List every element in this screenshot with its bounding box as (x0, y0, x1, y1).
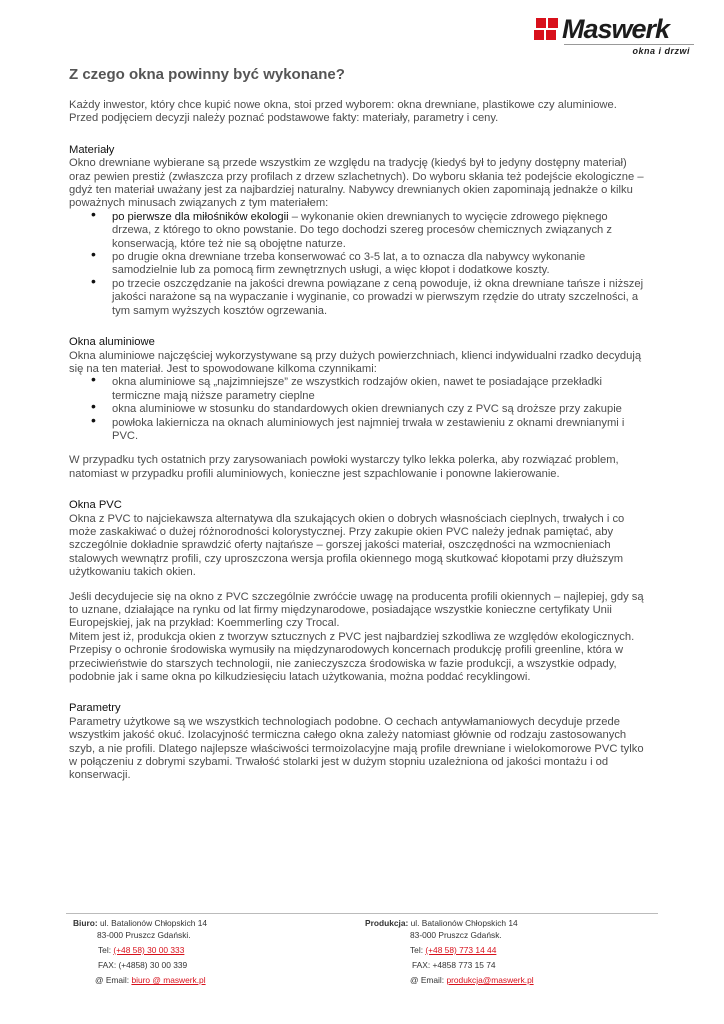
pvc-heading: Okna PVC (69, 499, 122, 512)
list-item: • okna aluminiowe w stosunku do standardowych okien drewnianych czy z PVC są droższe przy zakupie (91, 398, 622, 416)
aluminium-note: W przypadku tych ostatnich przy zarysowaniach powłoki wystarczy tylko lekka polerka, aby rozwiązać problem, natomiast w przypadku profili aluminiowych, konieczne jest szpachlowanie i ponowne lakierowanie. (69, 454, 619, 480)
footer-office (73, 916, 207, 988)
office-tel-label: Tel: (98, 945, 112, 955)
list-item-text: po trzecie oszczędzanie na jakości drewna powiązane z ceną powoduje, iż okna drewniane tańsze i niższej jakości narażone są na wypaczanie i wyginanie, co prowadzi w pierwszym rzędzie do utraty szczelności, a tym samym wyższych kosztów ogrzewania. (112, 277, 644, 317)
list-item-text: okna aluminiowe w stosunku do standardowych okien drewnianych czy z PVC są droższe przy zakupie (112, 403, 622, 416)
parameters-paragraph: Parametry użytkowe są we wszystkich technologiach podobne. O cechach antywłamaniowych decyduje przede wszystkim jakość okuć. Izolacyjność termiczna całego okna zależy natomiast głównie od rodzaju zastosowanych szyb, a nie profili. Dlatego najlepsze właściwości termoizolacyjne mają profile drewniane i wielokomorowe PVC tylko w połączeniu z dobrymi szybami. Trwałość stolarki jest w dużym stopniu uzależniona od jakości montażu i od konserwacji. (69, 715, 644, 782)
production-city: 83-000 Pruszcz Gdańsk. (410, 930, 502, 940)
office-label: Biuro: (73, 918, 98, 928)
footer-divider (66, 913, 658, 914)
pvc-paragraph-3: Mitem jest iż, produkcja okien z tworzyw sztucznych z PVC jest najbardziej szkodliwa ze względów ekologicznych. Przepisy o ochronie środowiska wymusiły na międzynarodowych koncernach produkcję profili greenline, która w przeciwieństwie do starszych technologii, nie zanieczyszcza środowiska w fazie produkcji, a wszystkie odpady, podobnie jak i same okna po kilkudziesięciu latach użytkowania, można poddać recyklingowi. (69, 630, 635, 684)
pvc-paragraph-2: Jeśli decydujecie się na okno z PVC szczególnie zwróćcie uwagę na producenta profili okiennych – najlepiej, gdy są to uznane, działające na rynku od lat firmy międzynarodowe, posiadające wszystkie konieczne certyfikaty Unii Europejskiej, jak na przykład: Koemmerling czy Trocal. (69, 590, 644, 630)
list-item: • okna aluminiowe są „najzimniejsze” ze wszystkich rodzajów okien, nawet te posiadające przekładki termiczne mają niższe parametry cieplne (91, 371, 602, 402)
list-item: • po pierwsze dla miłośników ekologii – wykonanie okien drewnianych to wycięcie zdrowego pięknego drzewa, z którego to okno powstanie. Do tego dochodzi szereg procesów chemicznych związanych z konserwacją, które też nie są obojętne naturze. (91, 205, 612, 250)
production-label: Produkcja: (365, 918, 409, 928)
office-fax: FAX: (+4858) 30 00 339 (98, 960, 188, 970)
page-title: Z czego okna powinny być wykonane? (69, 66, 345, 83)
list-item-text: – wykonanie okien drewnianych to wycięcie zdrowego pięknego drzewa, z którego to okno powstanie. Do tego dochodzi szereg procesów chemicznych związanych z konserwacją, które też nie są obojętne naturze. (112, 210, 612, 250)
production-phone-link[interactable]: (+48 58) 773 14 44 (425, 945, 497, 955)
list-item: • po drugie okna drewniane trzeba konserwować co 3-5 lat, a to oznacza dla nabywcy wykonanie samodzielnie lub za pomocą firm zewnętrznych usługi, a więc kłopot i dodatkowe koszty. (91, 246, 586, 277)
parameters-heading: Parametry (69, 702, 121, 715)
aluminium-heading: Okna aluminiowe (69, 336, 155, 349)
logo-tagline: okna i drzwi (632, 46, 690, 56)
materials-paragraph: Okno drewniane wybierane są przede wszystkim ze względu na tradycję (kiedyś był to jedyny dostępny materiał) oraz pewien prestiż (zwłaszcza przy profilach z drzew szlachetnych). Do wyboru skłania też podejście ekologiczne – gdyż ten materiał uważany jest za najbardziej naturalny. Nabywcy drewnianych okien zapominają jednakże o kilku poważnych minusach związanych z tym materiałem: (69, 157, 644, 210)
maswerk-logo (534, 16, 694, 66)
office-email-link[interactable]: biuro @ maswerk.pl (131, 975, 206, 985)
pvc-paragraph-1: Okna z PVC to najciekawsza alternatywa dla szukających okien o dobrych własnościach cieplnych, trwałych i co może zaskakiwać o dużej różnorodności kolorystycznej. Przy zakupie okien PVC należy jednak pamiętać, aby szczególnie dokładnie sprawdzić oferty najtańsze – gorszej jakości materiał, oszczędności na wzmocnieniach stalowych wewnątrz profili, czy uproszczona wersja profila okiennego mogą skutkować kłopotami przy dłuższym użytkowaniu takich okien. (69, 512, 625, 579)
production-street: ul. Batalionów Chłopskich 14 (410, 918, 518, 928)
footer-production (365, 916, 534, 988)
list-item: • powłoka lakiernicza na oknach aluminiowych jest najmniej trwała w zestawieniu z oknami drewnianymi i PVC. (91, 411, 625, 442)
office-email-label: @ Email: (95, 975, 130, 985)
production-fax: FAX: +4858 773 15 74 (412, 960, 496, 970)
aluminium-list (69, 371, 649, 443)
office-city: 83-000 Pruszcz Gdański. (97, 930, 191, 940)
list-item-lead: po pierwsze dla miłośników ekologii (112, 210, 289, 223)
office-phone-link[interactable]: (+48 58) 30 00 333 (113, 945, 185, 955)
production-tel-label: Tel: (410, 945, 424, 955)
aluminium-paragraph: Okna aluminiowe najczęściej wykorzystywane są przy dużych powierzchniach, klienci indywidualni rzadko decydują się na ten materiał. Jest to spowodowane kilkoma czynnikami: (69, 349, 642, 375)
list-item-text: po drugie okna drewniane trzeba konserwować co 3-5 lat, a to oznacza dla nabywcy wykonanie samodzielnie lub za pomocą firm zewnętrznych usługi, a więc kłopot i dodatkowe koszty. (112, 251, 586, 277)
list-item-text: okna aluminiowe są „najzimniejsze” ze wszystkich rodzajów okien, nawet te posiadające przekładki termiczne mają niższe parametry cieplne (112, 376, 602, 402)
materials-heading: Materiały (69, 143, 115, 156)
logo-divider (564, 44, 694, 45)
logo-name: Maswerk (562, 14, 670, 44)
logo-mark-icon (534, 18, 560, 40)
list-item-text: powłoka lakiernicza na oknach aluminiowych jest najmniej trwała w zestawieniu z oknami drewnianymi i PVC. (112, 416, 625, 442)
list-item: • po trzecie oszczędzanie na jakości drewna powiązane z ceną powoduje, iż okna drewniane tańsze i niższej jakości narażone są na wypaczanie i wyginanie, co prowadzi w pierwszym rzędzie do utraty szczelności, a tym samym wyższych kosztów ogrzewania. (91, 272, 644, 317)
office-street: ul. Batalionów Chłopskich 14 (99, 918, 208, 928)
production-email-label: @ Email: (410, 975, 445, 985)
article (69, 66, 649, 783)
intro-paragraph: Każdy inwestor, który chce kupić nowe okna, stoi przed wyborem: okna drewniane, plastikowe czy aluminiowe. Przed podjęciem decyzji należy poznać podstawowe fakty: materiały, parametry i ceny. (69, 99, 617, 125)
materials-list (69, 205, 649, 318)
production-email-link[interactable]: produkcja@maswerk.pl (446, 975, 534, 985)
